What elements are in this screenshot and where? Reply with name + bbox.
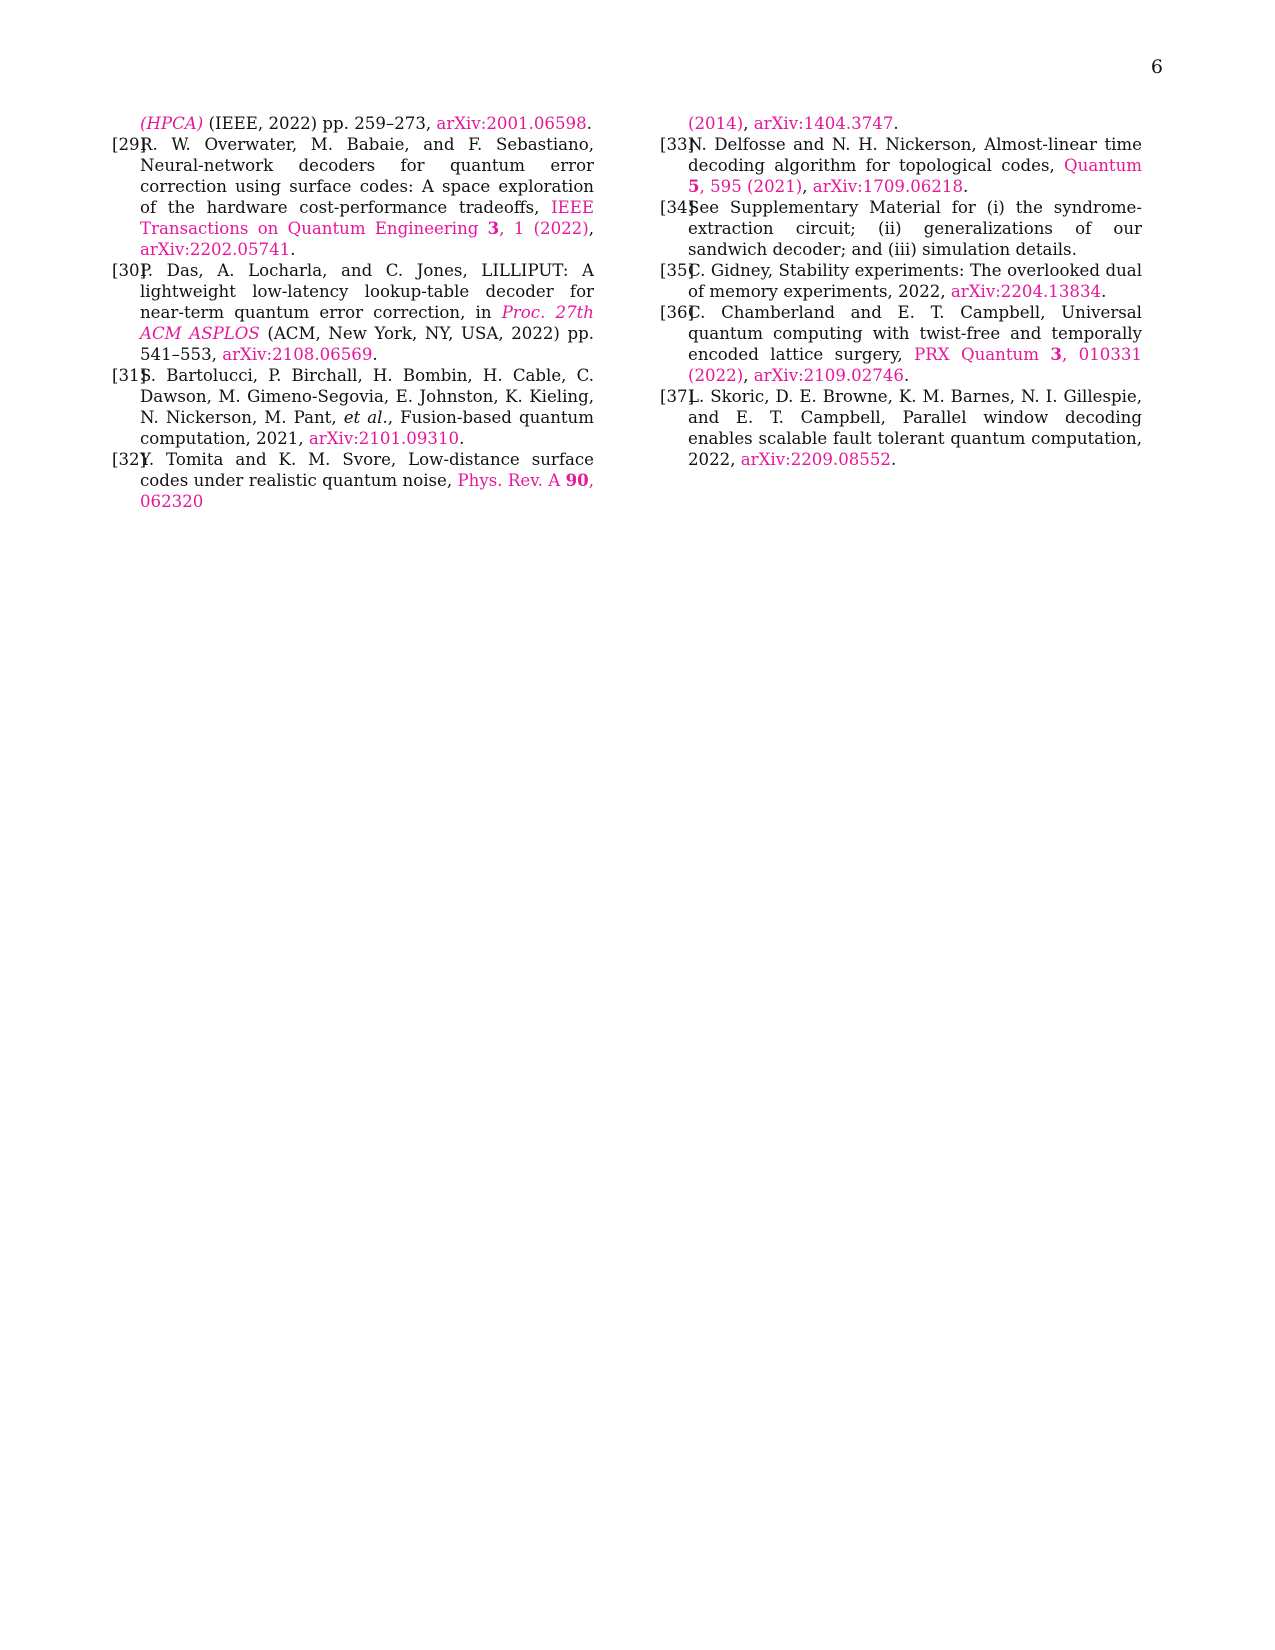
reference-33: [33] N. Delfosse and N. H. Nickerson, Almost-linear time decoding algorithm for topological codes, Quantum 5, 595 (2021), arXiv:1709.06218.: [660, 135, 1142, 196]
arxiv-link[interactable]: arXiv:1709.06218: [812, 177, 963, 196]
reference-number: [33]: [660, 135, 695, 154]
references-left-column: [112, 113, 594, 512]
reference-29: [29] R. W. Overwater, M. Babaie, and F. Sebastiano, Neural-network decoders for quantum error correction using surface codes: A space exploration of the hardware cost-performance tradeoffs, IEEE Transactions on Quantum Engineering 3, 1 (2022), arXiv:2202.05741.: [112, 135, 594, 259]
reference-30: [30] P. Das, A. Locharla, and C. Jones, LILLIPUT: A lightweight low-latency lookup-table decoder for near-term quantum error correction, in Proc. 27th ACM ASPLOS (ACM, New York, NY, USA, 2022) pp. 541–553, arXiv:2108.06569.: [112, 261, 595, 364]
reference-34: [34] See Supplementary Material for (i) the syndrome-extraction circuit; (ii) generalizations of our sandwich decoder; and (iii) simulation details.: [660, 198, 1142, 259]
arxiv-link[interactable]: arXiv:2109.02746: [753, 366, 904, 385]
reference-32-continuation: (2014), arXiv:1404.3747.: [688, 114, 899, 133]
arxiv-link[interactable]: arXiv:1404.3747: [753, 114, 894, 133]
reference-number: [30]: [112, 261, 147, 280]
venue-link[interactable]: (HPCA): [140, 114, 204, 133]
reference-37: [37] L. Skoric, D. E. Browne, K. M. Barnes, N. I. Gillespie, and E. T. Campbell, Parallel window decoding enables scalable fault tolerant quantum computation, 2022, arXiv:2209.08552.: [660, 387, 1142, 469]
journal-link[interactable]: (2014): [688, 114, 744, 133]
journal-link[interactable]: Quantum 5, 595 (2021): [688, 156, 1142, 196]
reference-31: [31] S. Bartolucci, P. Birchall, H. Bombin, H. Cable, C. Dawson, M. Gimeno-Segovia, E. Johnston, K. Kieling, N. Nickerson, M. Pant, et al., Fusion-based quantum computation, 2021, arXiv:2101.09310.: [112, 366, 594, 448]
references-right-column: [660, 113, 1142, 470]
arxiv-link[interactable]: arXiv:2204.13834: [950, 282, 1102, 301]
arxiv-link[interactable]: arXiv:2001.06598: [436, 114, 587, 133]
reference-35: [35] C. Gidney, Stability experiments: The overlooked dual of memory experiments, 2022, arXiv:2204.13834.: [660, 261, 1142, 301]
journal-link[interactable]: Phys. Rev. A 90, 062320: [140, 470, 594, 511]
arxiv-link[interactable]: arXiv:2108.06569: [222, 345, 373, 364]
arxiv-link[interactable]: arXiv:2101.09310: [308, 429, 460, 448]
reference-number: [32]: [112, 450, 147, 469]
reference-number: [29]: [112, 135, 147, 154]
reference-36: [36] C. Chamberland and E. T. Campbell, Universal quantum computing with twist-free and temporally encoded lattice surgery, PRX Quantum 3, 010331 (2022), arXiv:2109.02746.: [660, 303, 1142, 385]
reference-number: [34]: [660, 198, 695, 217]
reference-number: [35]: [660, 261, 695, 280]
venue-link[interactable]: Proc. 27th ACM ASPLOS: [140, 303, 594, 343]
reference-number: [31]: [112, 366, 147, 385]
journal-link[interactable]: PRX Quantum 3, 010331 (2022): [688, 344, 1142, 385]
arxiv-link[interactable]: arXiv:2202.05741: [140, 240, 291, 259]
reference-28-continuation: (HPCA) (IEEE, 2022) pp. 259–273, arXiv:2001.06598.: [140, 114, 592, 133]
reference-32: [32] Y. Tomita and K. M. Svore, Low-distance surface codes under realistic quantum noise, Phys. Rev. A 90, 062320: [112, 450, 594, 511]
arxiv-link[interactable]: arXiv:2209.08552: [740, 450, 891, 469]
page-number: 6: [1150, 56, 1163, 78]
reference-number: [36]: [660, 303, 695, 322]
journal-link[interactable]: IEEE Transactions on Quantum Engineering 3, 1 (2022): [140, 198, 594, 238]
reference-number: [37]: [660, 387, 695, 406]
